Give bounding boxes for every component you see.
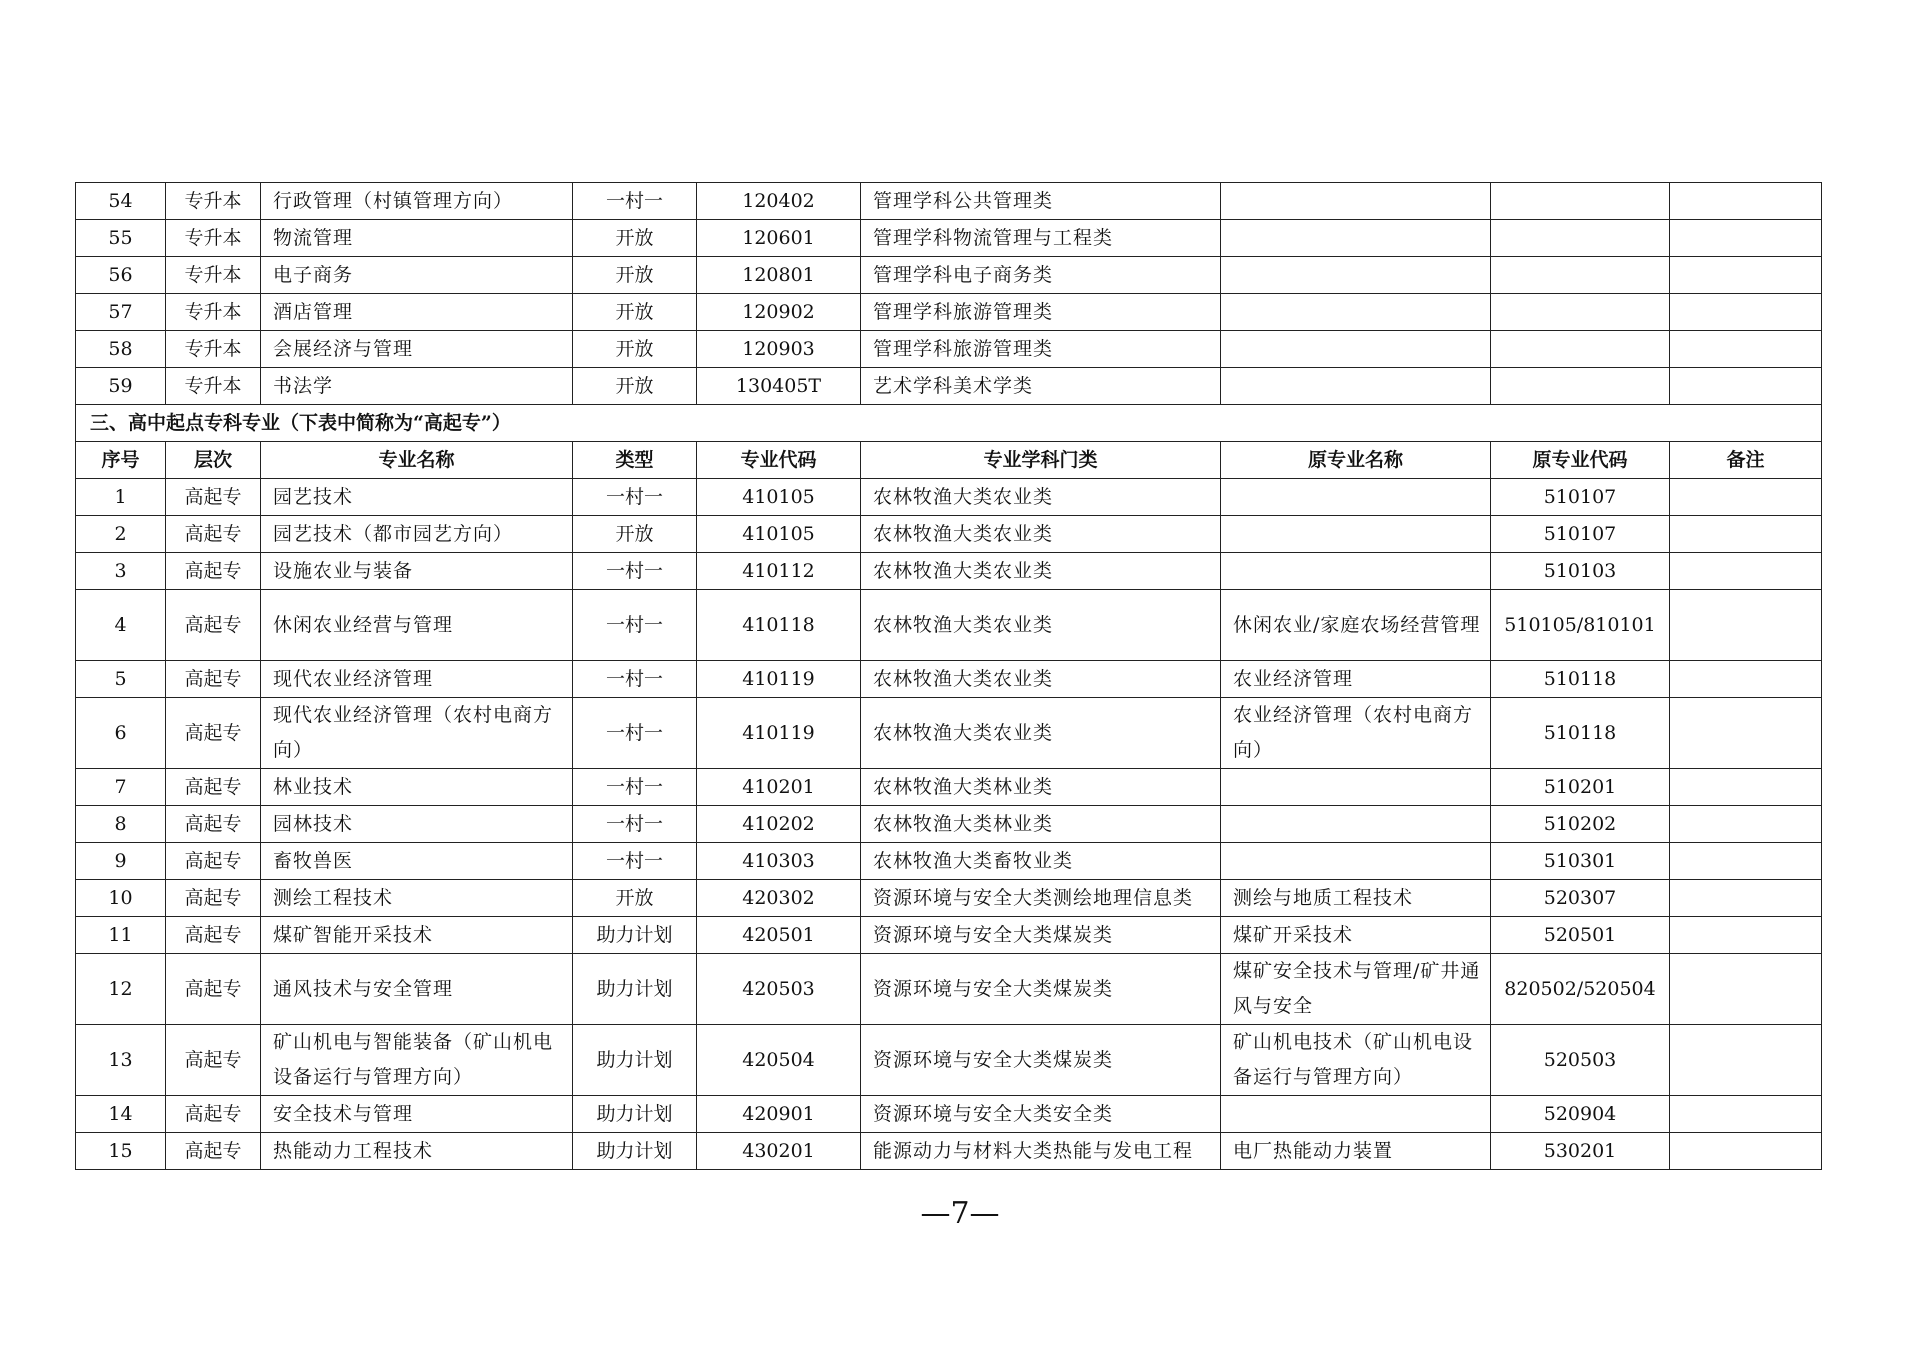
- cell-type: 开放: [573, 516, 697, 553]
- cell-orig-name: 农业经济管理（农村电商方向）: [1221, 698, 1491, 769]
- cell-orig-name: [1221, 479, 1491, 516]
- cell-level: 高起专: [166, 553, 261, 590]
- cell-name: 园艺技术: [261, 479, 573, 516]
- cell-level: 高起专: [166, 590, 261, 661]
- cell-code: 420501: [697, 917, 861, 954]
- cell-code: 410303: [697, 843, 861, 880]
- header-no: 序号: [76, 442, 166, 479]
- cell-level: 高起专: [166, 1025, 261, 1096]
- cell-name: 矿山机电与智能装备（矿山机电设备运行与管理方向）: [261, 1025, 573, 1096]
- table-row: [76, 553, 1822, 590]
- cell-type: 助力计划: [573, 1096, 697, 1133]
- cell-level: 高起专: [166, 516, 261, 553]
- cell-category: 农林牧渔大类农业类: [861, 661, 1221, 698]
- cell-code: 120902: [697, 294, 861, 331]
- cell-type: 一村一: [573, 769, 697, 806]
- cell-orig-name: [1221, 294, 1491, 331]
- cell-name: 会展经济与管理: [261, 331, 573, 368]
- cell-note: [1670, 806, 1822, 843]
- cell-code: 410201: [697, 769, 861, 806]
- cell-orig-code: 510301: [1491, 843, 1670, 880]
- cell-name: 安全技术与管理: [261, 1096, 573, 1133]
- cell-orig-name: [1221, 806, 1491, 843]
- header-orig-name: 原专业名称: [1221, 442, 1491, 479]
- cell-orig-code: [1491, 294, 1670, 331]
- cell-name: 通风技术与安全管理: [261, 954, 573, 1025]
- cell-note: [1670, 516, 1822, 553]
- cell-orig-code: 510107: [1491, 516, 1670, 553]
- table-row: [76, 1025, 1822, 1096]
- cell-orig-code: [1491, 331, 1670, 368]
- header-note: 备注: [1670, 442, 1822, 479]
- cell-code: 410118: [697, 590, 861, 661]
- section-title-row: [76, 405, 1822, 442]
- cell-orig-code: 520501: [1491, 917, 1670, 954]
- cell-orig-name: 休闲农业/家庭农场经营管理: [1221, 590, 1491, 661]
- table-row: [76, 368, 1822, 405]
- cell-code: 430201: [697, 1133, 861, 1170]
- cell-note: [1670, 368, 1822, 405]
- cell-type: 一村一: [573, 553, 697, 590]
- table-row: [76, 806, 1822, 843]
- cell-orig-name: [1221, 769, 1491, 806]
- table-row: [76, 1096, 1822, 1133]
- cell-code: 120903: [697, 331, 861, 368]
- table-row: [76, 220, 1822, 257]
- cell-type: 一村一: [573, 590, 697, 661]
- cell-name: 园林技术: [261, 806, 573, 843]
- cell-code: 410105: [697, 516, 861, 553]
- cell-orig-code: [1491, 368, 1670, 405]
- cell-name: 畜牧兽医: [261, 843, 573, 880]
- cell-type: 开放: [573, 368, 697, 405]
- cell-level: 专升本: [166, 331, 261, 368]
- cell-type: 开放: [573, 220, 697, 257]
- cell-name: 电子商务: [261, 257, 573, 294]
- cell-level: 高起专: [166, 479, 261, 516]
- cell-no: 57: [76, 294, 166, 331]
- cell-category: 管理学科电子商务类: [861, 257, 1221, 294]
- cell-orig-name: 农业经济管理: [1221, 661, 1491, 698]
- cell-level: 专升本: [166, 257, 261, 294]
- cell-no: 1: [76, 479, 166, 516]
- table-row: [76, 331, 1822, 368]
- cell-no: 56: [76, 257, 166, 294]
- table-row: [76, 294, 1822, 331]
- cell-category: 资源环境与安全大类煤炭类: [861, 1025, 1221, 1096]
- cell-note: [1670, 880, 1822, 917]
- cell-orig-code: 530201: [1491, 1133, 1670, 1170]
- cell-note: [1670, 843, 1822, 880]
- cell-no: 10: [76, 880, 166, 917]
- cell-type: 一村一: [573, 698, 697, 769]
- cell-name: 休闲农业经营与管理: [261, 590, 573, 661]
- cell-note: [1670, 257, 1822, 294]
- cell-name: 园艺技术（都市园艺方向）: [261, 516, 573, 553]
- table-row: [76, 479, 1822, 516]
- cell-name: 酒店管理: [261, 294, 573, 331]
- cell-name: 测绘工程技术: [261, 880, 573, 917]
- cell-orig-name: [1221, 368, 1491, 405]
- cell-category: 农林牧渔大类农业类: [861, 553, 1221, 590]
- cell-orig-code: 510107: [1491, 479, 1670, 516]
- table-row: [76, 954, 1822, 1025]
- cell-name: 设施农业与装备: [261, 553, 573, 590]
- cell-code: 420504: [697, 1025, 861, 1096]
- cell-orig-code: 510202: [1491, 806, 1670, 843]
- table-row: [76, 698, 1822, 769]
- cell-note: [1670, 698, 1822, 769]
- cell-type: 助力计划: [573, 1133, 697, 1170]
- cell-type: 一村一: [573, 479, 697, 516]
- cell-orig-code: 510118: [1491, 661, 1670, 698]
- cell-no: 54: [76, 183, 166, 220]
- cell-category: 艺术学科美术学类: [861, 368, 1221, 405]
- cell-level: 高起专: [166, 1096, 261, 1133]
- header-orig-code: 原专业代码: [1491, 442, 1670, 479]
- cell-no: 9: [76, 843, 166, 880]
- cell-note: [1670, 769, 1822, 806]
- cell-orig-name: 测绘与地质工程技术: [1221, 880, 1491, 917]
- cell-code: 420302: [697, 880, 861, 917]
- cell-level: 高起专: [166, 880, 261, 917]
- cell-orig-code: 520904: [1491, 1096, 1670, 1133]
- table-row: [76, 1133, 1822, 1170]
- cell-no: 3: [76, 553, 166, 590]
- cell-no: 58: [76, 331, 166, 368]
- table-row: [76, 843, 1822, 880]
- cell-type: 一村一: [573, 183, 697, 220]
- cell-code: 420901: [697, 1096, 861, 1133]
- cell-note: [1670, 331, 1822, 368]
- cell-no: 2: [76, 516, 166, 553]
- cell-type: 助力计划: [573, 954, 697, 1025]
- cell-orig-code: 510201: [1491, 769, 1670, 806]
- cell-level: 专升本: [166, 220, 261, 257]
- cell-orig-code: [1491, 257, 1670, 294]
- cell-type: 开放: [573, 880, 697, 917]
- cell-no: 11: [76, 917, 166, 954]
- cell-orig-name: [1221, 257, 1491, 294]
- cell-type: 一村一: [573, 661, 697, 698]
- page-number: —7—: [920, 1196, 1000, 1231]
- cell-orig-code: 510118: [1491, 698, 1670, 769]
- cell-level: 高起专: [166, 954, 261, 1025]
- cell-category: 能源动力与材料大类热能与发电工程: [861, 1133, 1221, 1170]
- header-level: 层次: [166, 442, 261, 479]
- cell-type: 助力计划: [573, 1025, 697, 1096]
- cell-code: 420503: [697, 954, 861, 1025]
- cell-category: 农林牧渔大类农业类: [861, 590, 1221, 661]
- cell-name: 林业技术: [261, 769, 573, 806]
- cell-level: 专升本: [166, 183, 261, 220]
- cell-code: 120601: [697, 220, 861, 257]
- cell-type: 一村一: [573, 843, 697, 880]
- cell-level: 专升本: [166, 294, 261, 331]
- cell-code: 120402: [697, 183, 861, 220]
- cell-orig-code: 510103: [1491, 553, 1670, 590]
- table-row: [76, 183, 1822, 220]
- cell-category: 农林牧渔大类畜牧业类: [861, 843, 1221, 880]
- cell-category: 管理学科旅游管理类: [861, 294, 1221, 331]
- cell-note: [1670, 479, 1822, 516]
- header-type: 类型: [573, 442, 697, 479]
- cell-category: 管理学科公共管理类: [861, 183, 1221, 220]
- cell-no: 4: [76, 590, 166, 661]
- cell-code: 410105: [697, 479, 861, 516]
- cell-orig-name: 煤矿开采技术: [1221, 917, 1491, 954]
- cell-no: 55: [76, 220, 166, 257]
- cell-orig-code: [1491, 220, 1670, 257]
- cell-note: [1670, 220, 1822, 257]
- cell-no: 7: [76, 769, 166, 806]
- section-title: 三、高中起点专科专业（下表中简称为“高起专”）: [76, 405, 1822, 442]
- cell-no: 15: [76, 1133, 166, 1170]
- cell-code: 410202: [697, 806, 861, 843]
- table-row: [76, 257, 1822, 294]
- cell-level: 高起专: [166, 698, 261, 769]
- cell-orig-code: 820502/520504: [1491, 954, 1670, 1025]
- table-row: [76, 917, 1822, 954]
- cell-note: [1670, 917, 1822, 954]
- cell-orig-name: 矿山机电技术（矿山机电设备运行与管理方向）: [1221, 1025, 1491, 1096]
- cell-orig-name: [1221, 220, 1491, 257]
- cell-no: 12: [76, 954, 166, 1025]
- cell-no: 13: [76, 1025, 166, 1096]
- cell-no: 8: [76, 806, 166, 843]
- cell-name: 现代农业经济管理（农村电商方向）: [261, 698, 573, 769]
- cell-level: 专升本: [166, 368, 261, 405]
- cell-orig-name: [1221, 1096, 1491, 1133]
- cell-code: 130405T: [697, 368, 861, 405]
- cell-note: [1670, 294, 1822, 331]
- cell-no: 59: [76, 368, 166, 405]
- cell-type: 一村一: [573, 806, 697, 843]
- cell-category: 资源环境与安全大类测绘地理信息类: [861, 880, 1221, 917]
- table-row: [76, 769, 1822, 806]
- cell-orig-name: [1221, 553, 1491, 590]
- cell-code: 120801: [697, 257, 861, 294]
- cell-category: 农林牧渔大类农业类: [861, 698, 1221, 769]
- cell-type: 开放: [573, 294, 697, 331]
- cell-level: 高起专: [166, 769, 261, 806]
- header-code: 专业代码: [697, 442, 861, 479]
- cell-name: 热能动力工程技术: [261, 1133, 573, 1170]
- table-row: [76, 590, 1822, 661]
- cell-orig-code: 520503: [1491, 1025, 1670, 1096]
- cell-name: 物流管理: [261, 220, 573, 257]
- cell-note: [1670, 1133, 1822, 1170]
- cell-level: 高起专: [166, 843, 261, 880]
- cell-orig-name: 煤矿安全技术与管理/矿井通风与安全: [1221, 954, 1491, 1025]
- table-header-row: [76, 442, 1822, 479]
- cell-category: 管理学科旅游管理类: [861, 331, 1221, 368]
- cell-category: 管理学科物流管理与工程类: [861, 220, 1221, 257]
- cell-type: 开放: [573, 257, 697, 294]
- cell-no: 6: [76, 698, 166, 769]
- cell-note: [1670, 553, 1822, 590]
- table-row: [76, 516, 1822, 553]
- cell-note: [1670, 183, 1822, 220]
- cell-category: 资源环境与安全大类安全类: [861, 1096, 1221, 1133]
- cell-orig-code: [1491, 183, 1670, 220]
- cell-name: 行政管理（村镇管理方向）: [261, 183, 573, 220]
- cell-category: 农林牧渔大类林业类: [861, 806, 1221, 843]
- cell-orig-code: 520307: [1491, 880, 1670, 917]
- cell-category: 农林牧渔大类林业类: [861, 769, 1221, 806]
- cell-name: 煤矿智能开采技术: [261, 917, 573, 954]
- cell-orig-name: [1221, 516, 1491, 553]
- cell-code: 410119: [697, 698, 861, 769]
- table-row: [76, 661, 1822, 698]
- cell-orig-name: [1221, 183, 1491, 220]
- cell-orig-name: [1221, 331, 1491, 368]
- cell-code: 410119: [697, 661, 861, 698]
- cell-note: [1670, 661, 1822, 698]
- cell-category: 农林牧渔大类农业类: [861, 479, 1221, 516]
- cell-no: 5: [76, 661, 166, 698]
- cell-level: 高起专: [166, 1133, 261, 1170]
- program-table: [75, 182, 1822, 1170]
- cell-note: [1670, 954, 1822, 1025]
- table-row: [76, 880, 1822, 917]
- cell-no: 14: [76, 1096, 166, 1133]
- cell-note: [1670, 1025, 1822, 1096]
- cell-category: 资源环境与安全大类煤炭类: [861, 917, 1221, 954]
- cell-orig-code: 510105/810101: [1491, 590, 1670, 661]
- cell-name: 现代农业经济管理: [261, 661, 573, 698]
- cell-type: 助力计划: [573, 917, 697, 954]
- cell-level: 高起专: [166, 917, 261, 954]
- header-name: 专业名称: [261, 442, 573, 479]
- cell-level: 高起专: [166, 661, 261, 698]
- cell-code: 410112: [697, 553, 861, 590]
- cell-note: [1670, 1096, 1822, 1133]
- cell-level: 高起专: [166, 806, 261, 843]
- cell-name: 书法学: [261, 368, 573, 405]
- cell-category: 农林牧渔大类农业类: [861, 516, 1221, 553]
- cell-category: 资源环境与安全大类煤炭类: [861, 954, 1221, 1025]
- cell-type: 开放: [573, 331, 697, 368]
- header-category: 专业学科门类: [861, 442, 1221, 479]
- cell-orig-name: 电厂热能动力装置: [1221, 1133, 1491, 1170]
- cell-orig-name: [1221, 843, 1491, 880]
- cell-note: [1670, 590, 1822, 661]
